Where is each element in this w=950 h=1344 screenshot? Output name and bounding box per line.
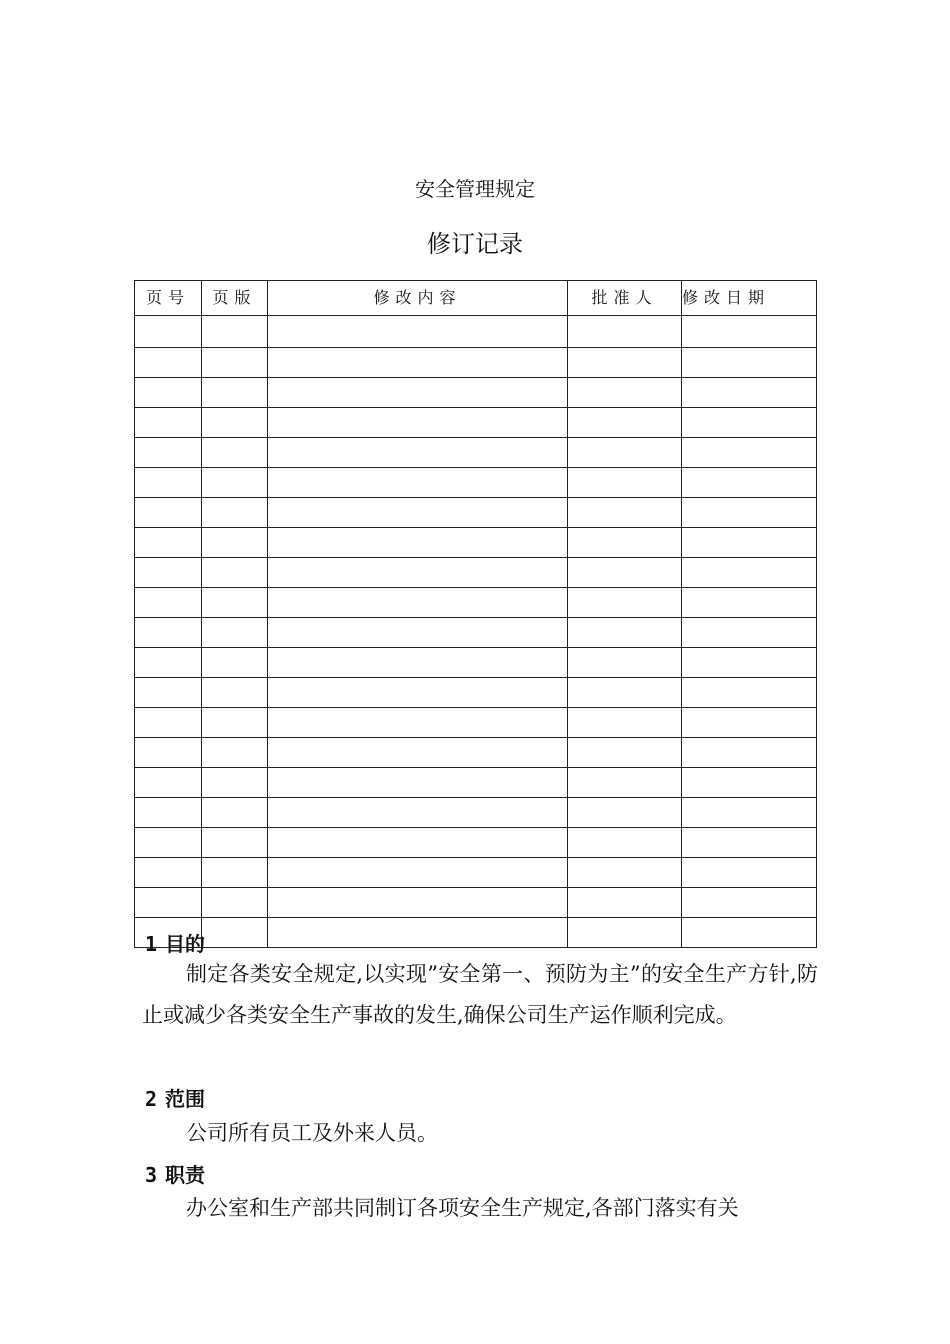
table-cell [682, 438, 817, 468]
section-1-heading [145, 928, 205, 957]
table-cell [568, 348, 682, 378]
table-cell [135, 348, 202, 378]
table-cell [682, 588, 817, 618]
table-cell [202, 468, 268, 498]
table-cell [202, 708, 268, 738]
table-cell [682, 408, 817, 438]
table-cell [135, 316, 202, 348]
table-cell [268, 588, 568, 618]
table-cell [202, 828, 268, 858]
table-row [135, 888, 817, 918]
header-approver: 批准人 [568, 281, 682, 316]
table-cell [268, 468, 568, 498]
table-cell [268, 348, 568, 378]
section-title: 范围 [165, 1087, 206, 1111]
table-cell [202, 528, 268, 558]
section-number: 2 [145, 1087, 158, 1111]
section-3-heading [145, 1159, 205, 1188]
table-cell [202, 588, 268, 618]
table-cell [268, 798, 568, 828]
table-cell [268, 708, 568, 738]
table-cell [682, 918, 817, 948]
table-cell [268, 528, 568, 558]
revision-table-body [135, 316, 817, 948]
table-cell [268, 438, 568, 468]
table-row [135, 738, 817, 768]
table-cell [568, 378, 682, 408]
table-cell [135, 888, 202, 918]
table-cell [268, 408, 568, 438]
table-cell [682, 888, 817, 918]
table-cell [268, 738, 568, 768]
table-row [135, 618, 817, 648]
table-cell [682, 768, 817, 798]
section-3-body: 办公室和生产部共同制订各项安全生产规定,各部门落实有关 [186, 1196, 739, 1220]
table-cell [682, 528, 817, 558]
table-cell [202, 738, 268, 768]
table-cell [135, 828, 202, 858]
table-cell [268, 768, 568, 798]
table-row [135, 918, 817, 948]
revision-table-header [135, 281, 817, 316]
table-cell [135, 498, 202, 528]
table-cell [682, 498, 817, 528]
header-change-content: 修改内容 [268, 281, 568, 316]
table-cell [202, 316, 268, 348]
section-title: 职责 [165, 1163, 206, 1187]
table-cell [268, 828, 568, 858]
table-cell [202, 678, 268, 708]
table-cell [268, 858, 568, 888]
table-cell [568, 528, 682, 558]
table-row [135, 528, 817, 558]
table-cell [682, 708, 817, 738]
table-cell [568, 498, 682, 528]
table-row [135, 438, 817, 468]
table-cell [268, 558, 568, 588]
table-cell [135, 378, 202, 408]
table-cell [202, 768, 268, 798]
table-cell [682, 348, 817, 378]
table-row [135, 648, 817, 678]
table-cell [568, 678, 682, 708]
table-cell [568, 708, 682, 738]
revision-table [134, 280, 817, 948]
table-cell [202, 858, 268, 888]
table-row [135, 408, 817, 438]
table-row [135, 858, 817, 888]
table-cell [568, 618, 682, 648]
table-cell [135, 738, 202, 768]
table-row [135, 378, 817, 408]
table-cell [202, 648, 268, 678]
table-cell [568, 316, 682, 348]
table-cell [135, 798, 202, 828]
table-cell [682, 316, 817, 348]
table-cell [682, 648, 817, 678]
table-cell [135, 588, 202, 618]
table-row [135, 708, 817, 738]
table-cell [202, 798, 268, 828]
table-row [135, 348, 817, 378]
header-change-date: 修改日期 [682, 281, 817, 316]
revision-record-title: 修订记录 [427, 230, 523, 258]
table-cell [202, 348, 268, 378]
table-cell [568, 558, 682, 588]
table-row [135, 498, 817, 528]
section-2-heading [145, 1083, 205, 1112]
table-cell [568, 738, 682, 768]
table-row [135, 588, 817, 618]
table-cell [682, 468, 817, 498]
table-cell [568, 438, 682, 468]
table-cell [202, 558, 268, 588]
table-row [135, 678, 817, 708]
section-number: 1 [145, 932, 158, 956]
table-cell [202, 378, 268, 408]
table-cell [135, 408, 202, 438]
table-cell [682, 558, 817, 588]
table-cell [135, 468, 202, 498]
table-cell [568, 408, 682, 438]
table-cell [135, 558, 202, 588]
table-row [135, 468, 817, 498]
table-cell [682, 798, 817, 828]
table-cell [135, 528, 202, 558]
table-cell [568, 768, 682, 798]
table-cell [268, 618, 568, 648]
table-row [135, 768, 817, 798]
header-page-number: 页号 [135, 281, 202, 316]
table-cell [135, 648, 202, 678]
table-cell [135, 678, 202, 708]
table-cell [568, 828, 682, 858]
table-cell [268, 678, 568, 708]
table-cell [135, 438, 202, 468]
table-row [135, 558, 817, 588]
table-cell [268, 378, 568, 408]
table-row [135, 798, 817, 828]
table-row [135, 316, 817, 348]
table-cell [135, 618, 202, 648]
table-cell [568, 468, 682, 498]
table-cell [268, 498, 568, 528]
table-cell [202, 498, 268, 528]
document-title: 安全管理规定 [415, 177, 535, 201]
table-cell [568, 888, 682, 918]
table-cell [682, 828, 817, 858]
section-2-body: 公司所有员工及外来人员。 [186, 1121, 438, 1145]
table-cell [202, 408, 268, 438]
table-cell [135, 858, 202, 888]
table-cell [568, 798, 682, 828]
table-cell [682, 858, 817, 888]
table-cell [568, 858, 682, 888]
table-cell [202, 918, 268, 948]
header-page-version: 页版 [202, 281, 268, 316]
table-cell [568, 918, 682, 948]
table-cell [682, 378, 817, 408]
table-cell [202, 618, 268, 648]
table-cell [202, 438, 268, 468]
table-cell [568, 588, 682, 618]
table-cell [268, 316, 568, 348]
table-row [135, 828, 817, 858]
table-cell [135, 708, 202, 738]
section-number: 3 [145, 1163, 158, 1187]
section-1-body: 制定各类安全规定,以实现”安全第一、预防为主”的安全生产方针,防止或减少各类安全生产事故的发生,确保公司生产运作顺利完成。 [142, 962, 818, 1027]
table-cell [268, 918, 568, 948]
table-cell [268, 648, 568, 678]
table-cell [268, 888, 568, 918]
table-cell [682, 738, 817, 768]
section-title: 目的 [165, 932, 206, 956]
table-cell [135, 768, 202, 798]
table-cell [202, 888, 268, 918]
table-cell [682, 678, 817, 708]
table-cell [682, 618, 817, 648]
table-cell [568, 648, 682, 678]
